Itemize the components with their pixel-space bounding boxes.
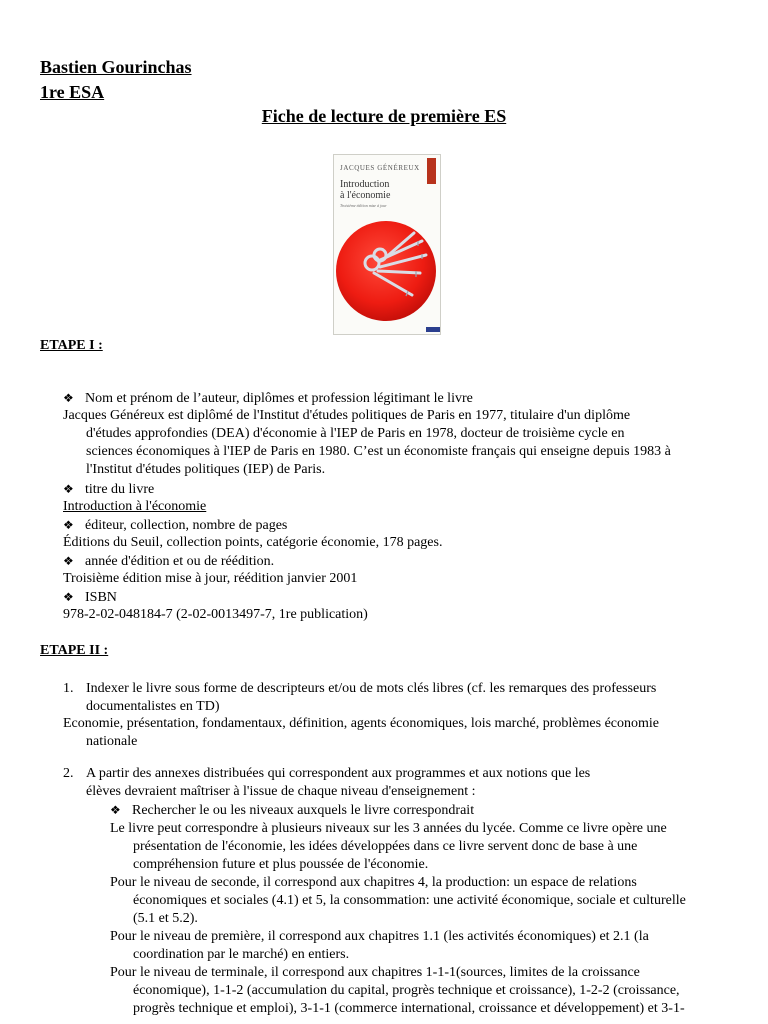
level-paragraph-4-line-3: progrès technique et emploi), 3-1-1 (commerce international, croissance et développement) et 3-1- [133, 1001, 685, 1016]
book-cover-subtitle: Troisième édition mise à jour [340, 203, 387, 208]
bullet-diamond-icon: ❖ [63, 518, 74, 532]
bullet-author-info: ❖ Nom et prénom de l’auteur, diplômes et profession légitimant le livre [63, 391, 473, 406]
keywords-line-1: Economie, présentation, fondamentaux, définition, agents économiques, lois marché, problèmes économie [63, 716, 659, 731]
level-paragraph-2-line-3: (5.1 et 5.2). [133, 911, 198, 926]
item1-line-2: documentalistes en TD) [86, 699, 220, 714]
bullet-diamond-icon: ❖ [63, 590, 74, 604]
level-paragraph-2-line-2: économiques et sociales (4.1) et 5, la consommation: une activité économique, sociale et culturelle [133, 893, 686, 908]
author-description-line-4: l'Institut d'études politiques (IEP) de Paris. [86, 462, 326, 477]
level-paragraph-1-line-1: Le livre peut correspondre à plusieurs niveaux sur les 3 années du lycée. Comme ce livre opère une [110, 821, 667, 836]
list-number-2: 2. [63, 766, 74, 781]
section-heading-etape-2: ETAPE II : [40, 643, 109, 658]
section-heading-etape-1: ETAPE I : [40, 338, 103, 353]
class-name: 1re ESA [40, 82, 105, 102]
bullet-book-title: ❖ titre du livre [63, 482, 155, 497]
level-paragraph-4-line-1: Pour le niveau de terminale, il correspond aux chapitres 1-1-1(sources, limites de la croissance [110, 965, 640, 980]
book-cover-image [333, 154, 441, 335]
level-paragraph-4-line-2: économique), 1-1-2 (accumulation du capital, progrès technique et croissance), 1-2-2 (croissance, [133, 983, 680, 998]
book-cover-title-line1: Introduction [340, 179, 390, 190]
book-cover-author: JACQUES GÉNÉREUX [340, 164, 420, 172]
bullet-publisher: ❖ éditeur, collection, nombre de pages [63, 518, 288, 533]
book-cover-keys-illustration [334, 211, 440, 331]
bullet-diamond-icon: ❖ [63, 554, 74, 568]
level-paragraph-1-line-3: compréhension future et plus poussée de l'économie. [133, 857, 429, 872]
item1-line-1: Indexer le livre sous forme de descripteurs et/ou de mots clés libres (cf. les remarques des professeurs [86, 681, 657, 696]
bullet-diamond-icon: ❖ [63, 482, 74, 496]
document-title: Fiche de lecture de première ES [261, 106, 507, 126]
publisher-info: Éditions du Seuil, collection points, catégorie économie, 178 pages. [63, 535, 443, 550]
bullet-isbn: ❖ ISBN [63, 590, 117, 605]
author-description-line-3: sciences économiques à l'IEP de Paris en 1980. C’est un économiste français qui enseigne depuis 1983 à [86, 444, 671, 459]
level-paragraph-3-line-1: Pour le niveau de première, il correspond aux chapitres 1.1 (les activités économiques) et 2.1 (la [110, 929, 649, 944]
level-paragraph-2-line-1: Pour le niveau de seconde, il correspond aux chapitres 4, la production: un espace de relations [110, 875, 637, 890]
book-cover-title-line2: à l'économie [340, 190, 391, 201]
bullet-diamond-icon: ❖ [63, 391, 74, 405]
author-name: Bastien Gourinchas [40, 57, 192, 77]
author-description-line-1: Jacques Généreux est diplômé de l'Institut d'études politiques de Paris en 1977, titulaire d'un diplôme [63, 408, 631, 423]
keywords-line-2: nationale [86, 734, 138, 749]
list-number-1: 1. [63, 681, 74, 696]
bullet-diamond-icon: ❖ [110, 803, 121, 817]
sub-bullet-levels: ❖ Rechercher le ou les niveaux auxquels le livre correspondrait [110, 803, 475, 818]
author-description-line-2: d'études approfondies (DEA) d'économie à l'IEP de Paris en 1978, docteur de troisième cycle en [86, 426, 625, 441]
isbn-value: 978-2-02-048184-7 (2-02-0013497-7, 1re publication) [63, 607, 368, 622]
book-cover-publisher-logo [426, 327, 441, 332]
item2-line-2: élèves devraient maîtriser à l'issue de chaque niveau d'enseignement : [86, 784, 476, 799]
level-paragraph-1-line-2: présentation de l'économie, les idées développées dans ce livre servent donc de base à une [133, 839, 638, 854]
book-cover-spine-mark [427, 158, 436, 184]
edition-info: Troisième édition mise à jour, réédition janvier 2001 [63, 571, 358, 586]
level-paragraph-3-line-2: coordination par le marché) en entiers. [133, 947, 350, 962]
bullet-edition-year: ❖ année d'édition et ou de réédition. [63, 554, 275, 569]
item2-line-1: A partir des annexes distribuées qui correspondent aux programmes et aux notions que les [86, 766, 591, 781]
book-title-link: Introduction à l'économie [63, 499, 207, 514]
